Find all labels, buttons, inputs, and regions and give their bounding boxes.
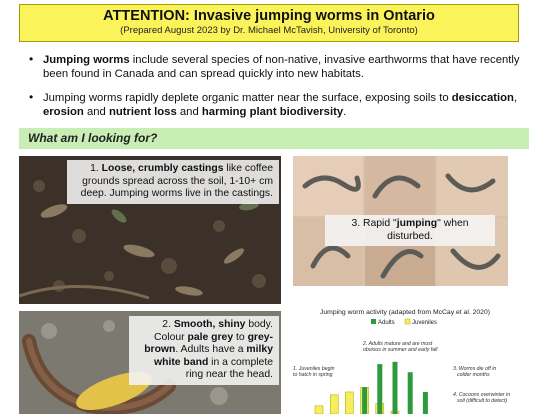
activity-chart-svg bbox=[285, 304, 525, 414]
legend-juveniles-swatch bbox=[405, 319, 410, 324]
bullet-text: include several species of non-native, invasive earthworms that have recently been found in Canada and can spread quickly into new habitats. bbox=[43, 54, 520, 80]
chart-title: Jumping worm activity (adapted from McCay et al. 2020) bbox=[320, 309, 490, 316]
activity-chart bbox=[285, 304, 525, 414]
bar-juveniles-0 bbox=[315, 406, 323, 414]
section-title: What am I looking for? bbox=[28, 131, 158, 145]
annotation-4-line1: 4. Cocoons overwinter in bbox=[453, 392, 511, 398]
legend-juveniles-label: Juveniles bbox=[412, 320, 438, 326]
caption-bold-text: Loose, crumbly castings bbox=[101, 163, 224, 174]
bullet-icon: • bbox=[29, 90, 34, 104]
caption-bold-text: grey-brown bbox=[144, 331, 273, 355]
bullet-item bbox=[27, 53, 525, 81]
page-title: ATTENTION: Invasive jumping worms in Ontario bbox=[103, 8, 435, 24]
caption-body bbox=[129, 316, 279, 385]
bar-adults-7 bbox=[423, 392, 428, 414]
caption-jumping bbox=[325, 215, 495, 246]
caption-bold-text: Smooth, shiny bbox=[173, 319, 246, 330]
caption-bold-text: jumping bbox=[396, 218, 438, 229]
bullet-text: and bbox=[176, 106, 202, 118]
bullet-bold-text: harming plant biodiversity bbox=[201, 106, 344, 118]
legend-adults-swatch bbox=[371, 319, 376, 324]
caption-text: like coffee grounds spread across the soil, 1-10+ cm deep. Jumping worms live in the castings. bbox=[80, 163, 273, 199]
caption-bold-text: pale grey bbox=[187, 331, 234, 343]
caption-text: 1. bbox=[90, 163, 102, 174]
intro-bullets bbox=[27, 53, 525, 129]
bullet-text: . bbox=[343, 106, 347, 118]
annotation-3-line1: 3. Worms die off in bbox=[453, 366, 497, 372]
annotation-4-line2: soil (difficult to detect) bbox=[457, 398, 508, 404]
annotation-1-line1: 1. Juveniles begin bbox=[293, 366, 335, 372]
bullet-text: Jumping worms rapidly deplete organic matter near the surface, exposing soils to bbox=[43, 92, 452, 104]
bullet-bold-text: erosion bbox=[43, 106, 84, 118]
caption-text: 2. bbox=[162, 319, 174, 330]
caption-text: " when disturbed. bbox=[387, 218, 469, 242]
bullet-item bbox=[27, 91, 525, 119]
bar-adults-3 bbox=[362, 387, 367, 414]
caption-text: to bbox=[233, 331, 248, 343]
caption-text: 3. Rapid " bbox=[351, 218, 397, 229]
bar-juveniles-2 bbox=[345, 392, 353, 414]
caption-text: in a complete ring near the head. bbox=[185, 356, 273, 380]
caption-castings bbox=[67, 160, 279, 204]
caption-text: . Adults have a bbox=[175, 344, 247, 355]
annotation-1-line2: to hatch in spring bbox=[293, 372, 333, 378]
bullet-bold-text: Jumping worms bbox=[43, 54, 130, 66]
page-subtitle: (Prepared August 2023 by Dr. Michael McTavish, University of Toronto) bbox=[120, 25, 418, 36]
legend-adults-label: Adults bbox=[378, 320, 395, 326]
caption-bold-text: milky white band bbox=[154, 344, 273, 368]
annotation-3-line2: colder months bbox=[457, 372, 490, 378]
section-header bbox=[19, 128, 529, 149]
bullet-bold-text: nutrient loss bbox=[108, 106, 177, 118]
bullet-text: , bbox=[513, 92, 518, 104]
header-banner bbox=[19, 4, 519, 42]
caption-text: body. Colour bbox=[153, 319, 273, 343]
bar-adults-4 bbox=[377, 364, 382, 414]
bar-juveniles-1 bbox=[330, 395, 338, 414]
bullet-bold-text: desiccation bbox=[451, 92, 514, 104]
bullet-text: and bbox=[83, 106, 109, 118]
bar-adults-5 bbox=[393, 362, 398, 414]
bar-adults-6 bbox=[408, 372, 413, 414]
bullet-icon: • bbox=[29, 52, 34, 66]
annotation-2-line1: 2. Adults mature and are most bbox=[363, 341, 433, 347]
annotation-2-line2: obvious in summer and early fall bbox=[363, 347, 438, 353]
